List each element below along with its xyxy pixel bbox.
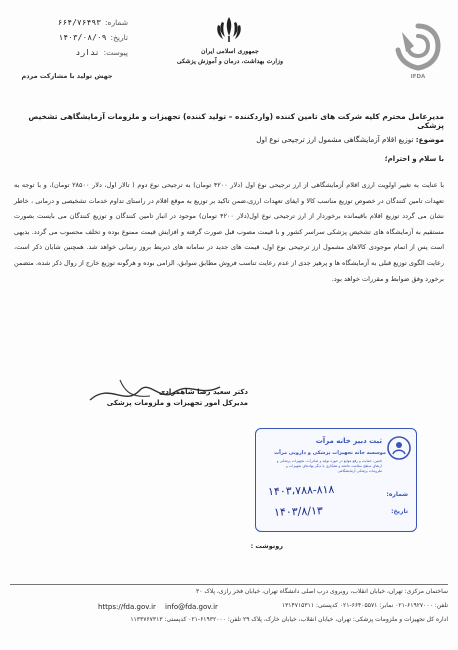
footer-email-link[interactable]: info@fda.gov.ir bbox=[165, 603, 218, 611]
signer-title: مدیرکل امور تجهیزات و ملزومات پزشکی bbox=[106, 399, 248, 407]
ministry-line2: وزارت بهداشت، درمان و آموزش پزشکی bbox=[176, 58, 284, 65]
recipient-line: مدیرعامل محترم کلیه شرکت های تامین کننده (واردکننده – تولید کننده) تجهیزات و ملزومات آزمایشگاهی تشخیص پزشکی bbox=[28, 112, 444, 130]
footer-phone-line: تلفن: ۶۱۹۲۷۰۰۰-۰۲۱ نمابر: ۶۶۴۰۵۵۷۱-۰۲۱ کدپستی: ۱۳۱۴۷۱۵۳۱۱ bbox=[281, 602, 448, 609]
subject-text: توزیع اقلام آزمایشگاهی مشمول ارز ترجیحی نوع اول bbox=[256, 135, 414, 144]
footer-divider bbox=[10, 584, 448, 585]
stamp-org: موسسه خانه تجهیزات پزشکی و دارویی مرآت bbox=[274, 450, 386, 456]
stamp-logo-icon bbox=[386, 435, 412, 461]
subject-label: موضوع: bbox=[415, 135, 444, 144]
signature-block bbox=[88, 387, 248, 409]
footer-address-office: اداره کل تجهیزات و ملزومات پزشکی: تهران، خیابان انقلاب، خیابان خارک، پلاک ۲۹ تلفن: ۶۱۹۳۲۰۰۰-۰۲۱ کدپستی: ۱۱۳۳۷۶۷۳۱۳ bbox=[130, 616, 448, 623]
registration-stamp bbox=[255, 428, 417, 532]
subject-line bbox=[14, 135, 444, 144]
stamp-description: تامین، حمایت و رفع موانع در حوزه تولید و صادرات، تجهیزات پزشکی و ارتقای سطح سلامت جامعه و همکاری با دیگر نهادهای تجهیزات و ملزومات پزشکی آزمایشگاهی bbox=[276, 459, 382, 473]
date-row bbox=[8, 33, 128, 42]
number-value: ۶۶۴/۷۶۴۹۳ bbox=[57, 18, 102, 27]
attachment-label: پیوست: bbox=[103, 48, 128, 57]
letter-meta bbox=[8, 18, 128, 63]
footer-address-central: ساختمان مرکزی: تهران، خیابان انقلاب، روبروی درب اصلی دانشگاه تهران، خیابان فخر رازی، پلاک ۳۰ bbox=[196, 588, 448, 595]
date-label: تاریخ: bbox=[110, 33, 128, 42]
logo-caption: IFDA bbox=[410, 74, 426, 80]
ifda-logo-icon bbox=[392, 22, 444, 76]
attachment-value: ندارد bbox=[75, 48, 100, 57]
stamp-number-label: شماره: bbox=[386, 491, 408, 498]
stamp-date-label: تاریخ: bbox=[391, 508, 408, 515]
ministry-line1: جمهوری اسلامی ایران bbox=[201, 48, 259, 55]
stamp-title: ثبت دبیر خانه مرآت bbox=[315, 437, 382, 445]
greeting: با سلام و احترام؛ bbox=[384, 155, 444, 163]
cc-label: رونوشت : bbox=[250, 542, 283, 550]
ministry-name bbox=[160, 47, 300, 67]
number-row bbox=[8, 18, 128, 27]
stamp-date-handwritten: ۱۴۰۳/۸/۱۳ bbox=[273, 504, 323, 519]
date-value: ۱۴۰۳/۰۸/۰۹ bbox=[58, 33, 107, 42]
attachment-row bbox=[8, 48, 128, 57]
slogan: جهش تولید با مشارکت مردم bbox=[21, 72, 113, 80]
signer-name: دکتر سعید رضا شاهمرادی bbox=[158, 388, 248, 396]
letter-body: با عنایت به تغییر اولویت ارزی اقلام آزمایشگاهی از ارز ترجیحی نوع اول (دلار ۴۲۰۰ تومان) به ترجیحی نوع دوم ( تالار اول، دلار ۲۸۵۰۰ تومان)، و با توجه به تعهدات تامین کنندگان در خصوص توزیع مناسب کالا و ایفای تعهدات ارزی،ضمن تاکید بر توزیع به موقع اقلام در راستای تداوم خدمات تشخیصی و درمانی ، خاطر نشان می گردد توزیع اقلام باقیمانده برخوردار از ارز ترجیحی نوع اول(دلار ۴۲۰۰ تومان) موجود در انبار تامین کنندگان و توزیع کنندگان می بایست بصورت مستقیم به آزمایشگاه های تشخیص پزشکی سراسر کشور و با قیمت مصوب قبل صورت گرفته و افزایش قیمت ممنوع بوده و تخلف محسوب می گردد. بدیهی است پس از اتمام موجودی کالاهای مشمول ارز ترجیحی نوع اول، قیمت های جدید در سامانه های ذیربط بروز رسانی خواهد شد. همچنین شایان ذکر است، رعایت الگوی توزیع قبلی به آزمایشگاه ها و پرهیز جدی از عدم رعایت تناسب فروش مطابق سوابق، الزامی بوده و هرگونه توزیع خارج از روال ذکر شده، متضمن برخورد وفق ضوابط و مقررات خواهد بود. bbox=[14, 181, 445, 283]
number-label: شماره: bbox=[105, 18, 128, 27]
stamp-number-handwritten: ۱۴۰۳،۷۸۸-۸۱۸ bbox=[267, 482, 335, 499]
footer-website-link[interactable]: https://fda.gov.ir bbox=[98, 603, 156, 611]
iran-emblem-icon bbox=[213, 14, 245, 44]
